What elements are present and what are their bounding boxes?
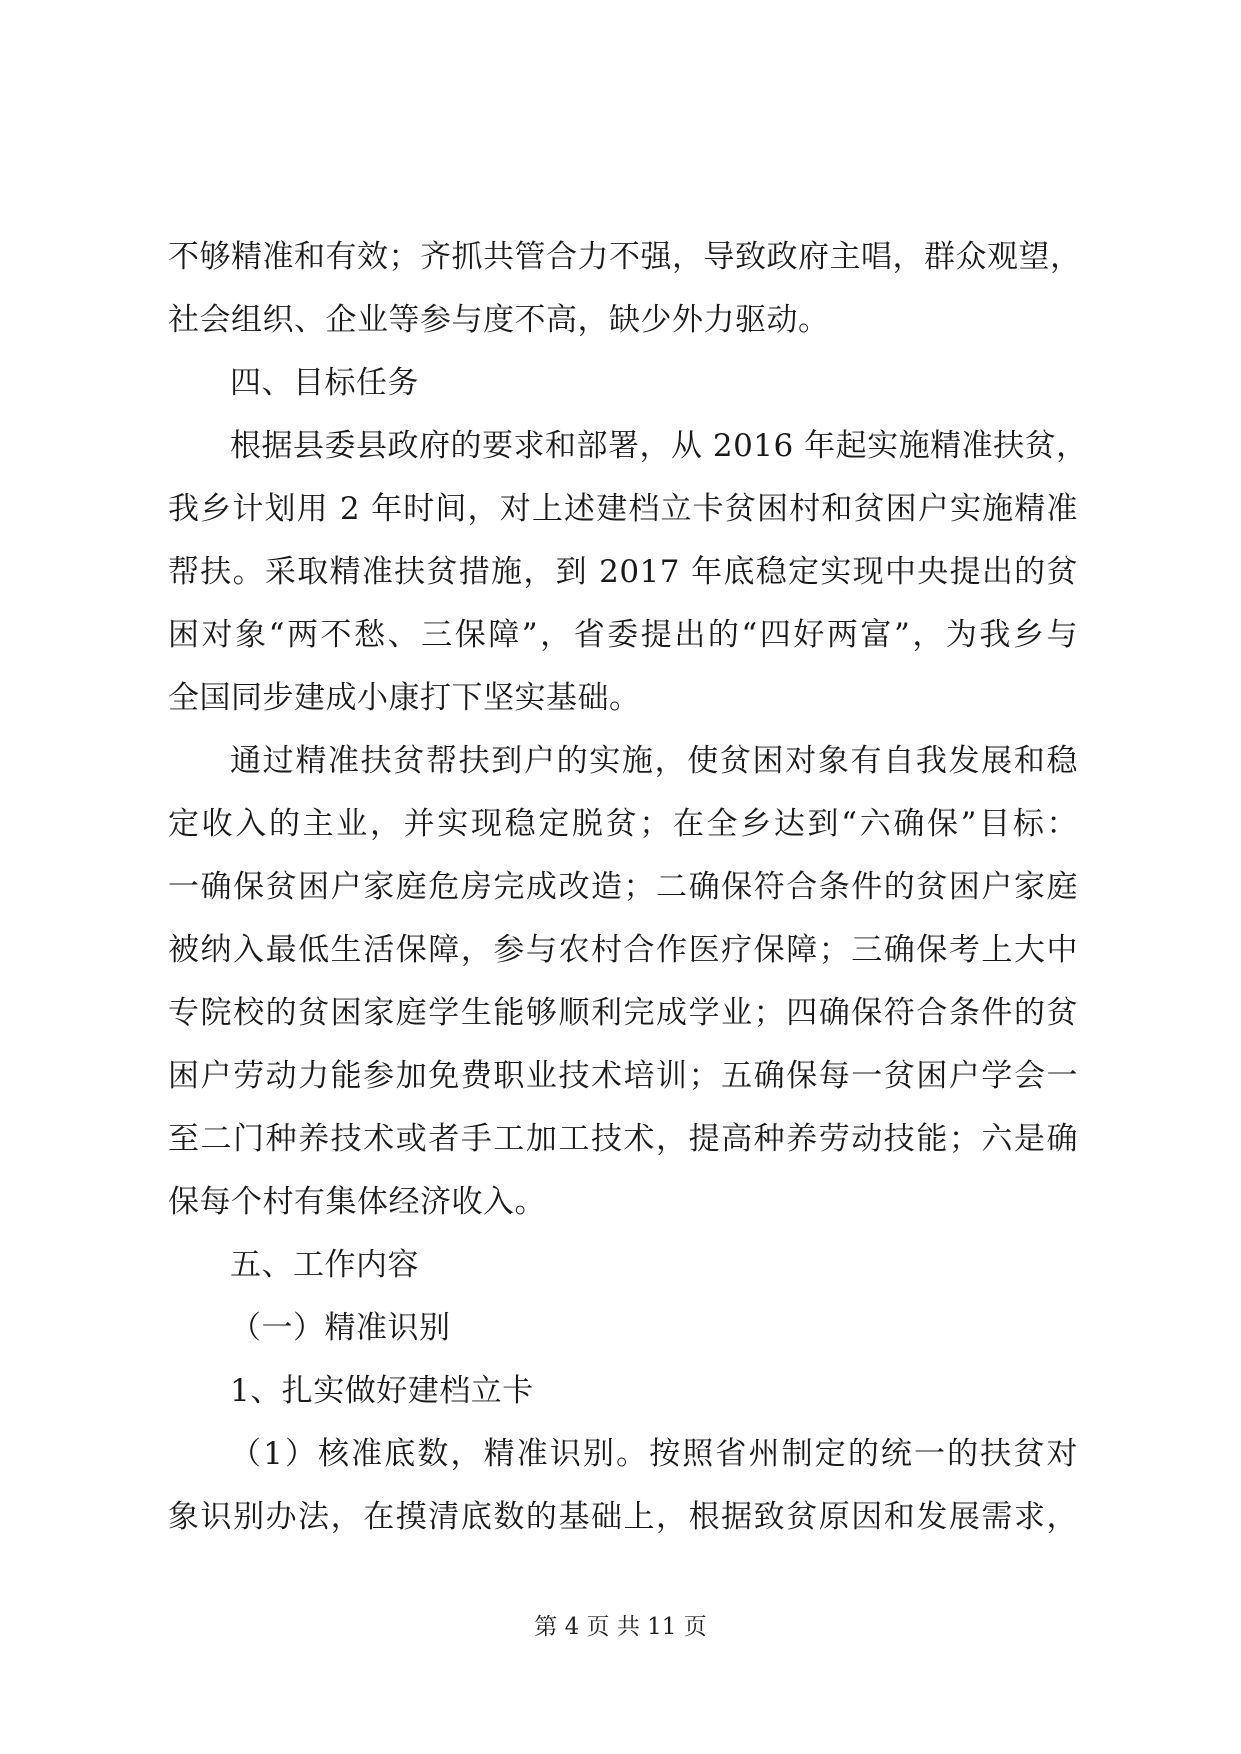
body-line: （1）核准底数，精准识别。按照省州制定的统一的扶贫对 [230,1436,1078,1472]
body-line: 象识别办法，在摸清底数的基础上，根据致贫原因和发展需求， [168,1499,1078,1535]
body-line: 一确保贫困户家庭危房完成改造；二确保符合条件的贫困户家庭 [168,869,1078,905]
document-body [168,226,1088,1549]
section-heading: 五、工作内容 [230,1247,419,1283]
body-line: 定收入的主业，并实现稳定脱贫；在全乡达到“六确保”目标： [168,806,1078,842]
body-line: 不够精准和有效；齐抓共管合力不强，导致政府主唱，群众观望， [168,239,1082,275]
item-heading: 1、扎实做好建档立卡 [230,1373,534,1409]
body-line: 全国同步建成小康打下坚实基础。 [168,680,641,716]
body-line: 通过精准扶贫帮扶到户的实施，使贫困对象有自我发展和稳 [230,743,1078,779]
body-line: 困户劳动力能参加免费职业技术培训；五确保每一贫困户学会一 [168,1058,1078,1094]
body-line: 帮扶。采取精准扶贫措施，到 2017 年底稳定实现中央提出的贫 [168,554,1078,590]
body-line: 困对象“两不愁、三保障”，省委提出的“四好两富”，为我乡与 [168,617,1078,653]
subsection-heading: （一）精准识别 [230,1310,451,1346]
body-line: 我乡计划用 2 年时间，对上述建档立卡贫困村和贫困户实施精准 [168,491,1078,527]
body-line: 被纳入最低生活保障，参与农村合作医疗保障；三确保考上大中 [168,932,1078,968]
body-line: 保每个村有集体经济收入。 [168,1184,546,1220]
body-line: 根据县委县政府的要求和部署，从 2016 年起实施精准扶贫， [230,428,1088,464]
body-line: 专院校的贫困家庭学生能够顺利完成学业；四确保符合条件的贫 [168,995,1078,1031]
page-number-footer: 第 4 页 共 11 页 [534,1614,707,1640]
body-line: 至二门种养技术或者手工加工技术，提高种养劳动技能；六是确 [168,1121,1078,1157]
section-heading: 四、目标任务 [230,365,419,401]
body-line: 社会组织、企业等参与度不高，缺少外力驱动。 [168,302,830,338]
